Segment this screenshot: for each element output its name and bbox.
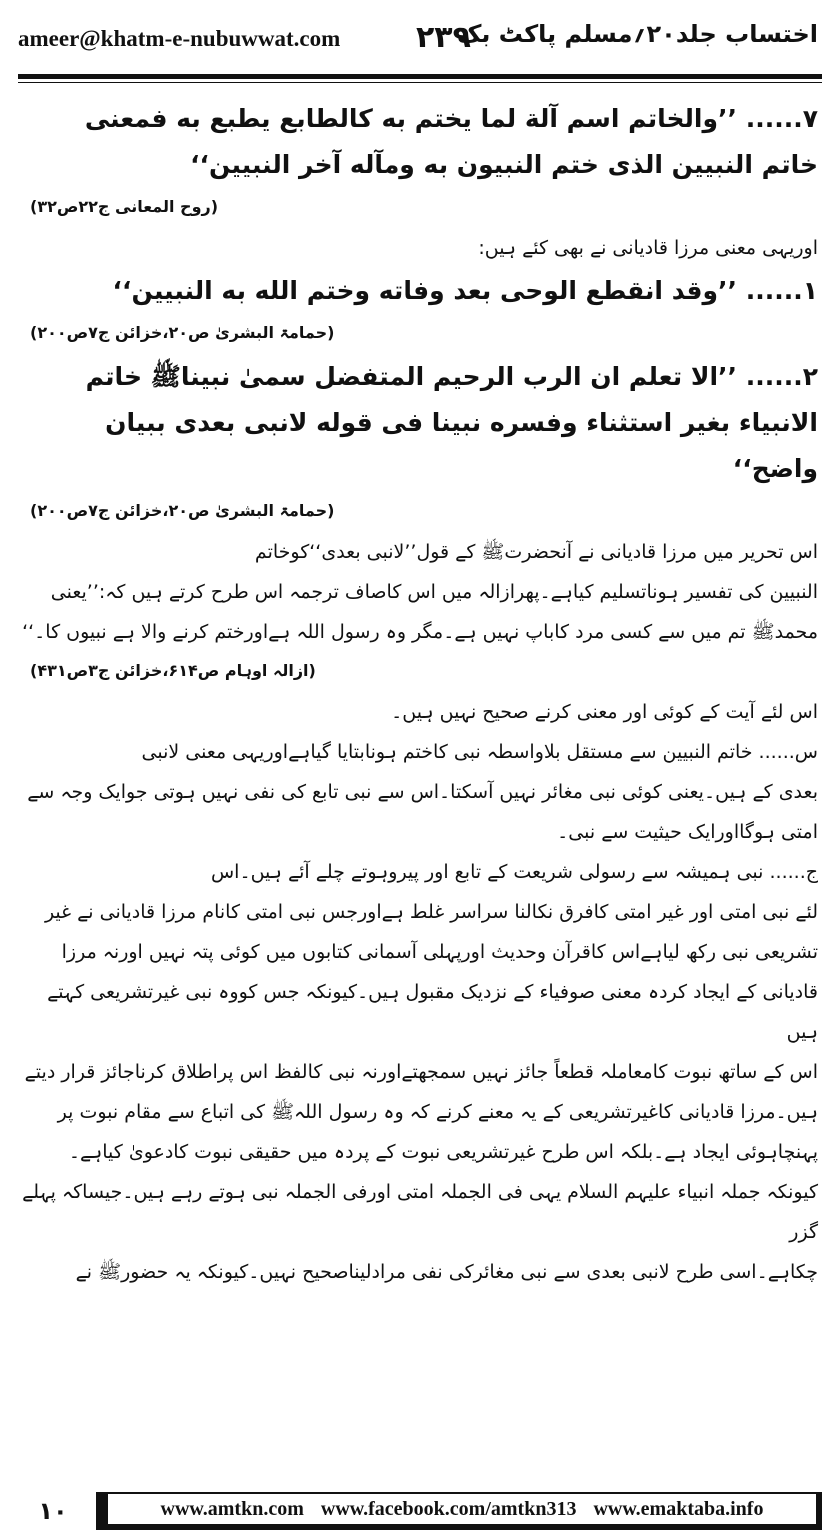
- header-rule-thin: [18, 82, 822, 83]
- header-rule-thick: [18, 74, 822, 79]
- footer-page-number: ۱۰: [38, 1497, 68, 1525]
- citation: (ازالہ اوہام ص۶۱۴،خزائن ج۳ص۴۳۱): [30, 661, 316, 680]
- urdu-text-line: ج...... نبی ہمیشہ سے رسولی شریعت کے تابع اور پیروہوتے چلے آئے ہیں۔اس: [210, 861, 818, 883]
- urdu-text-line: اوریہی معنی مرزا قادیانی نے بھی کئے ہیں:: [478, 237, 818, 259]
- urdu-text-line: اس لئے آیت کے کوئی اور معنی کرنے صحیح نہیں ہیں۔: [391, 701, 818, 723]
- citation: (حمامۃ البشریٰ ص۲۰،خزائن ج۷ص۲۰۰): [30, 501, 335, 520]
- urdu-text-line: کیونکہ جملہ انبیاء علیہم السلام یہی فی الجملہ امتی اورفی الجملہ نبی ہوتے رہے ہیں۔جیساکہ پہلے گزر: [22, 1181, 818, 1243]
- arabic-quote-line: ۱...... ’’وقد انقطع الوحى بعد وفاته وختم الله به النبيين‘‘: [112, 276, 818, 305]
- urdu-text-line: تشریعی نبی رکھ لیاہےاس کاقرآن وحدیث اورپہلی آسمانی کتابوں میں کوئی پتہ نہیں اورنہ مرزا: [61, 941, 818, 963]
- urdu-text-line: اس تحریر میں مرزا قادیانی نے آنحضرتﷺ کے قول’’لانبی بعدی‘‘کوخاتم: [254, 541, 818, 563]
- urdu-text-line: قادیانی کے ایجاد کردہ معنی صوفیاء کے نزدیک مقبول ہیں۔کیونکہ جس کووہ نبی غیرتشریعی کہتے ہیں: [47, 981, 818, 1043]
- page-body: [22, 96, 818, 1292]
- urdu-text-line: بعدی کے ہیں۔یعنی کوئی نبی مغائر نہیں آسکتا۔اس سے نبی تابع کی نفی نہیں ہوتی جوایک وجہ سے: [27, 781, 818, 803]
- citation: (روح المعانی ج۲۲ص۳۲): [30, 197, 219, 216]
- header-book-title: اختساب جلد۲۰؍مسلم پاکٹ بک: [456, 20, 818, 48]
- urdu-text-line: لئے نبی امتی اور غیر امتی کافرق نکالنا سراسر غلط ہےاورجس نبی امتی کانام مرزا قادیانی نے غیر: [44, 901, 818, 923]
- footer-link-amtkn[interactable]: www.amtkn.com: [160, 1498, 304, 1520]
- header-page-number: ۲۳۹: [416, 20, 471, 55]
- urdu-text-line: محمدﷺ تم میں سے کسی مرد کاباپ نہیں ہے۔مگر وہ رسول اللہ ہےاورختم کرنے والا ہے نبیوں کا۔‘‘: [22, 621, 818, 643]
- header-email: ameer@khatm-e-nubuwwat.com: [18, 26, 341, 51]
- urdu-text-line: س...... خاتم النبیین سے مستقل بلاواسطہ نبی کاختم ہونابتایا گیاہےاوریہی معنی لانبی: [141, 741, 818, 763]
- arabic-quote-line: خاتم النبيين الذى ختم النبيون به ومآله آخر النبيين‘‘: [190, 150, 818, 179]
- urdu-text-line: پہنچاہوئی ایجاد ہے۔بلکہ اس طرح غیرتشریعی نبوت کے پردہ میں حقیقی نبوت کادعویٰ کیاہے۔: [68, 1141, 818, 1163]
- arabic-quote-line: ۷...... ’’والخاتم اسم آلة لما يختم به كالطابع يطبع به فمعنى: [84, 104, 818, 133]
- urdu-text-line: امتی ہوگااورایک حیثیت سے نبی۔: [557, 821, 818, 843]
- footer-link-facebook[interactable]: www.facebook.com/amtkn313: [320, 1498, 577, 1520]
- page-header: [18, 20, 822, 72]
- urdu-text-line: اس کے ساتھ نبوت کامعاملہ قطعاً جائز نہیں سمجھتےاورنہ نبی کالفظ اس پراطلاق کرناجائز قرار دیتے: [24, 1061, 818, 1083]
- footer-links: [108, 1494, 816, 1524]
- arabic-quote-line: ۲...... ’’الا تعلم ان الرب الرحيم المتفضل سمىٰ نبيناﷺ خاتم: [85, 362, 818, 391]
- urdu-text-line: ہیں۔مرزا قادیانی کاغیرتشریعی کے یہ معنے کرنے کہ وہ رسول اللہﷺ کی اتباع سے مقام نبوت پر: [57, 1101, 818, 1123]
- footer-link-emaktaba[interactable]: www.emaktaba.info: [593, 1498, 764, 1520]
- urdu-text-line: النبیین کی تفسیر ہوناتسلیم کیاہے۔پھرازالہ میں اس کاصاف ترجمہ اس طرح کرتے ہیں کہ:’’یعنی: [50, 581, 818, 603]
- urdu-text-line: چکاہے۔اسی طرح لانبی بعدی سے نبی مغائرکی نفی مرادلیناصحیح نہیں۔کیونکہ یہ حضورﷺ نے: [75, 1261, 818, 1283]
- citation: (حمامۃ البشریٰ ص۲۰،خزائن ج۷ص۲۰۰): [30, 323, 335, 342]
- page-footer: [18, 1492, 822, 1530]
- arabic-quote-line: الانبياء بغير استثناء وفسره نبينا فى قوله لانبى بعدى ببيان واضح‘‘: [105, 408, 818, 483]
